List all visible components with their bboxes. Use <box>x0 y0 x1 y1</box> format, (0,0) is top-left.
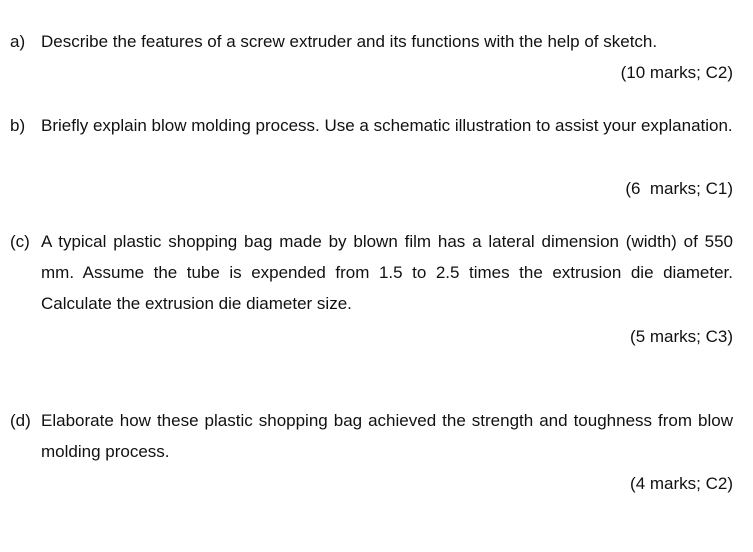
marks-allocation: (6 marks; C1) <box>625 179 733 198</box>
marks-allocation: (4 marks; C2) <box>630 474 733 493</box>
marks-allocation: (10 marks; C2) <box>620 63 733 82</box>
marks-allocation: (5 marks; C3) <box>630 327 733 346</box>
question-text: A typical plastic shopping bag made by blown film has a lateral dimension (width) of 550 mm. Assume the tube is expended from 1.5 to 2.5 times the extrusion die diameter. Calculate the extrusion die diameter size. <box>41 232 733 313</box>
question-label: (c) <box>10 232 30 251</box>
question-label: b) <box>10 116 26 135</box>
question-text: Describe the features of a screw extruder and its functions with the help of sketch. <box>41 32 658 51</box>
question-text: Briefly explain blow molding process. Use a schematic illustration to assist your explanation. <box>41 116 733 135</box>
question-text: Elaborate how these plastic shopping bag achieved the strength and toughness from blow molding process. <box>41 411 733 461</box>
question-label: a) <box>10 32 26 51</box>
question-label: (d) <box>10 411 31 430</box>
